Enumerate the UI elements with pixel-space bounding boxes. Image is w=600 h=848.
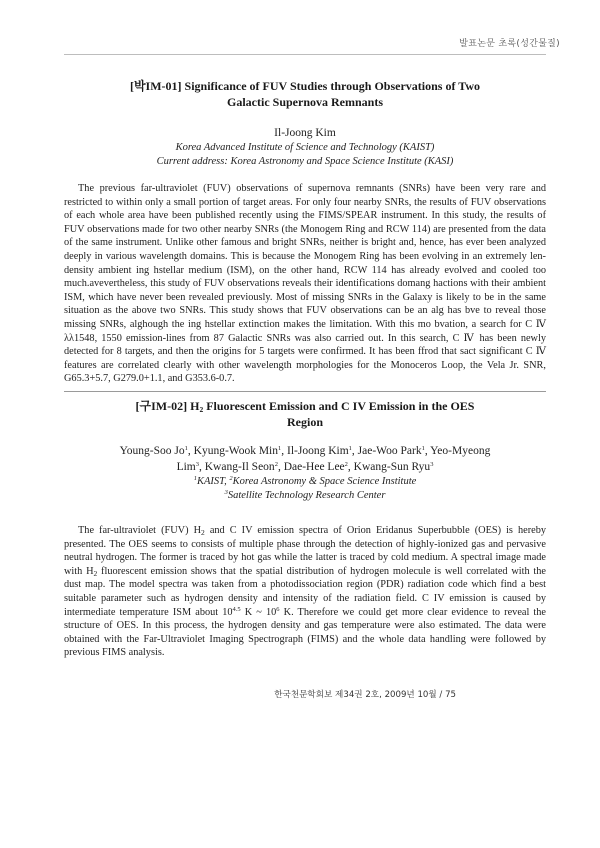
subscript: 2 [201, 528, 205, 537]
title-line-1: [박IM-01] Significance of FUV Studies through Observations of Two [129, 79, 481, 93]
title-line-2: Galactic Supernova Remnants [227, 95, 383, 109]
author-name: Young-Soo Jo [119, 445, 185, 457]
title-prefix: [구IM-02] H [135, 399, 200, 413]
author-name: , Kwang-Sun Ryu [347, 461, 431, 473]
affiliation-mark: 2 [344, 461, 348, 468]
author-name: , Kyung-Wook Min [187, 445, 279, 457]
title-rest: Fluorescent Emission and C IV Emission in the OES [203, 399, 475, 413]
affiliation-mark: 1 [278, 445, 282, 452]
affiliation-line-1: Korea Advanced Institute of Science and Technology (KAIST) [175, 142, 435, 153]
abstract-divider [64, 391, 546, 392]
abstract-body-text: K. Therefore we could get more clear evidence to reveal the structure of OES. In this process, the hydrogen density and gas temperature were also estimated. The data were obtained with the Far-Ultraviolet Imaging Spectrograph (FIMS) and the whole data handling were followed by previous FIMS analysis. [64, 606, 547, 659]
affiliation-mark: 1 [193, 475, 197, 482]
author-name: , Kwang-Il Seon [198, 461, 275, 473]
abstract-body [64, 524, 546, 660]
abstract-body-text: The far-ultraviolet (FUV) H [78, 525, 202, 536]
running-header: 발표논문 초록(성간물질) [459, 39, 560, 49]
abstract-title [64, 398, 546, 430]
affiliation-mark: 3 [430, 461, 434, 468]
superscript: 4.5 [232, 605, 241, 613]
page-footer: 한국천문학회보 제34권 2호, 2009년 10월 / 75 [274, 690, 456, 700]
abstract-body-text: fluorescent emission shows that the spatial distribution of hydrogen molecule is well correlated with the dust map. The model spectra was taken from a photodissociation region (PDR) radiation code which find a best suitable parameter such as hydrogen density and intensity of the radiation field. C IV emission is caused by intermediate temperature ISM about 10 [64, 565, 546, 618]
affiliation-text: Satellite Technology Research Center [227, 489, 386, 501]
affiliation-mark: 2 [229, 475, 233, 482]
author-name: , Yeo-Myeong [424, 445, 491, 457]
abstract-body-text: The previous far-ultraviolet (FUV) observations of supernova remnants (SNRs) have been very rare and restricted to within only a small portion of target areas. For only four nearby SNRs, the results of FUV observations of each whole area have been published recently using the FIMS/SPEAR instrument. In this study, the results of FUV observations made for two other nearby SNRs (the Monogem Ring and RCW 114) are presented from the data of the same instrument. Unlike other famous and bright SNRs, neither is bright and, hence, has ever been analyzed deeply in various wavelength domains. This is because the Monogem Ring has been evolving in an extremely len-density ambient ing hstellar medium (ISM), on the other hand, RCW 114 has already evolved and cooled too much.avevertheless, this study of FUV observations reveals their identifications domang hactions with their ambient ISM, which have never been revealed previously. Most of missing SNRs in the Galaxy is likely to be in the same situation as the above two SNRs. This study shows that FUV observations can be an alg has bve to reveal those missing SNRs, alghough the ing hstellar extinction makes the limitation. With this mo bvation, a search for C Ⅳ λλ1548, 1550 emission-lines from 87 Galactic SNRs was also carried out. In this search, C Ⅳ has been newly detected for 8 targets, and then the origins for 5 targets were confirmed. It has been ffrod that sact significant C Ⅳ features are correlated clearly with other wavelength morphologies for the Monoceros Loop, the Vela Jr. SNR, G65.3+5.7, G279.0+1.1, and G353.6-0.7. [64, 183, 546, 385]
affiliation-mark: 1 [184, 445, 188, 452]
affiliation-text: KAIST, [196, 476, 230, 487]
affiliation-line-1 [64, 475, 546, 489]
header-rule [64, 54, 546, 55]
superscript: 6 [276, 605, 280, 613]
author-name: , Il-Joong Kim [281, 445, 349, 457]
affiliation-mark: 1 [348, 445, 352, 452]
affiliation-line-2 [64, 489, 546, 503]
affiliation-mark: 3 [224, 488, 228, 496]
affiliation-mark: 2 [274, 461, 278, 468]
author-line: Il-Joong Kim [274, 127, 336, 139]
title-line-2: Region [287, 415, 323, 429]
affiliation-line-2: Current address: Korea Astronomy and Space Science Institute (KASI) [156, 155, 454, 167]
abstract-im02 [64, 398, 546, 660]
affiliation-mark: 3 [195, 461, 199, 468]
abstract-im01 [64, 78, 546, 386]
author-name: , Dae-Hee Lee [277, 461, 345, 473]
subscript: 2 [93, 568, 98, 578]
abstract-body-text: and C IV emission spectra of Orion Eridanus Superbubble (OES) is hereby presented. The OES seems to consists of multiple phase through the detection of highly-ionized gas and pervasive neutral hydrogen. The former is traced by hot gas while the latter is traced by cold medium. A spectral image made with H [64, 525, 546, 577]
affiliation-mark: 1 [421, 445, 425, 452]
affiliation-text: Korea Astronomy & Space Science Institute [232, 476, 417, 487]
abstract-body-text: K ~ 10 [240, 606, 277, 618]
author-list [64, 443, 546, 475]
author-name: Lim [176, 461, 196, 473]
abstract-title [64, 78, 546, 110]
abstract-body [64, 182, 546, 386]
author-name: , Jae-Woo Park [351, 445, 422, 457]
title-subscript: 2 [199, 405, 204, 414]
